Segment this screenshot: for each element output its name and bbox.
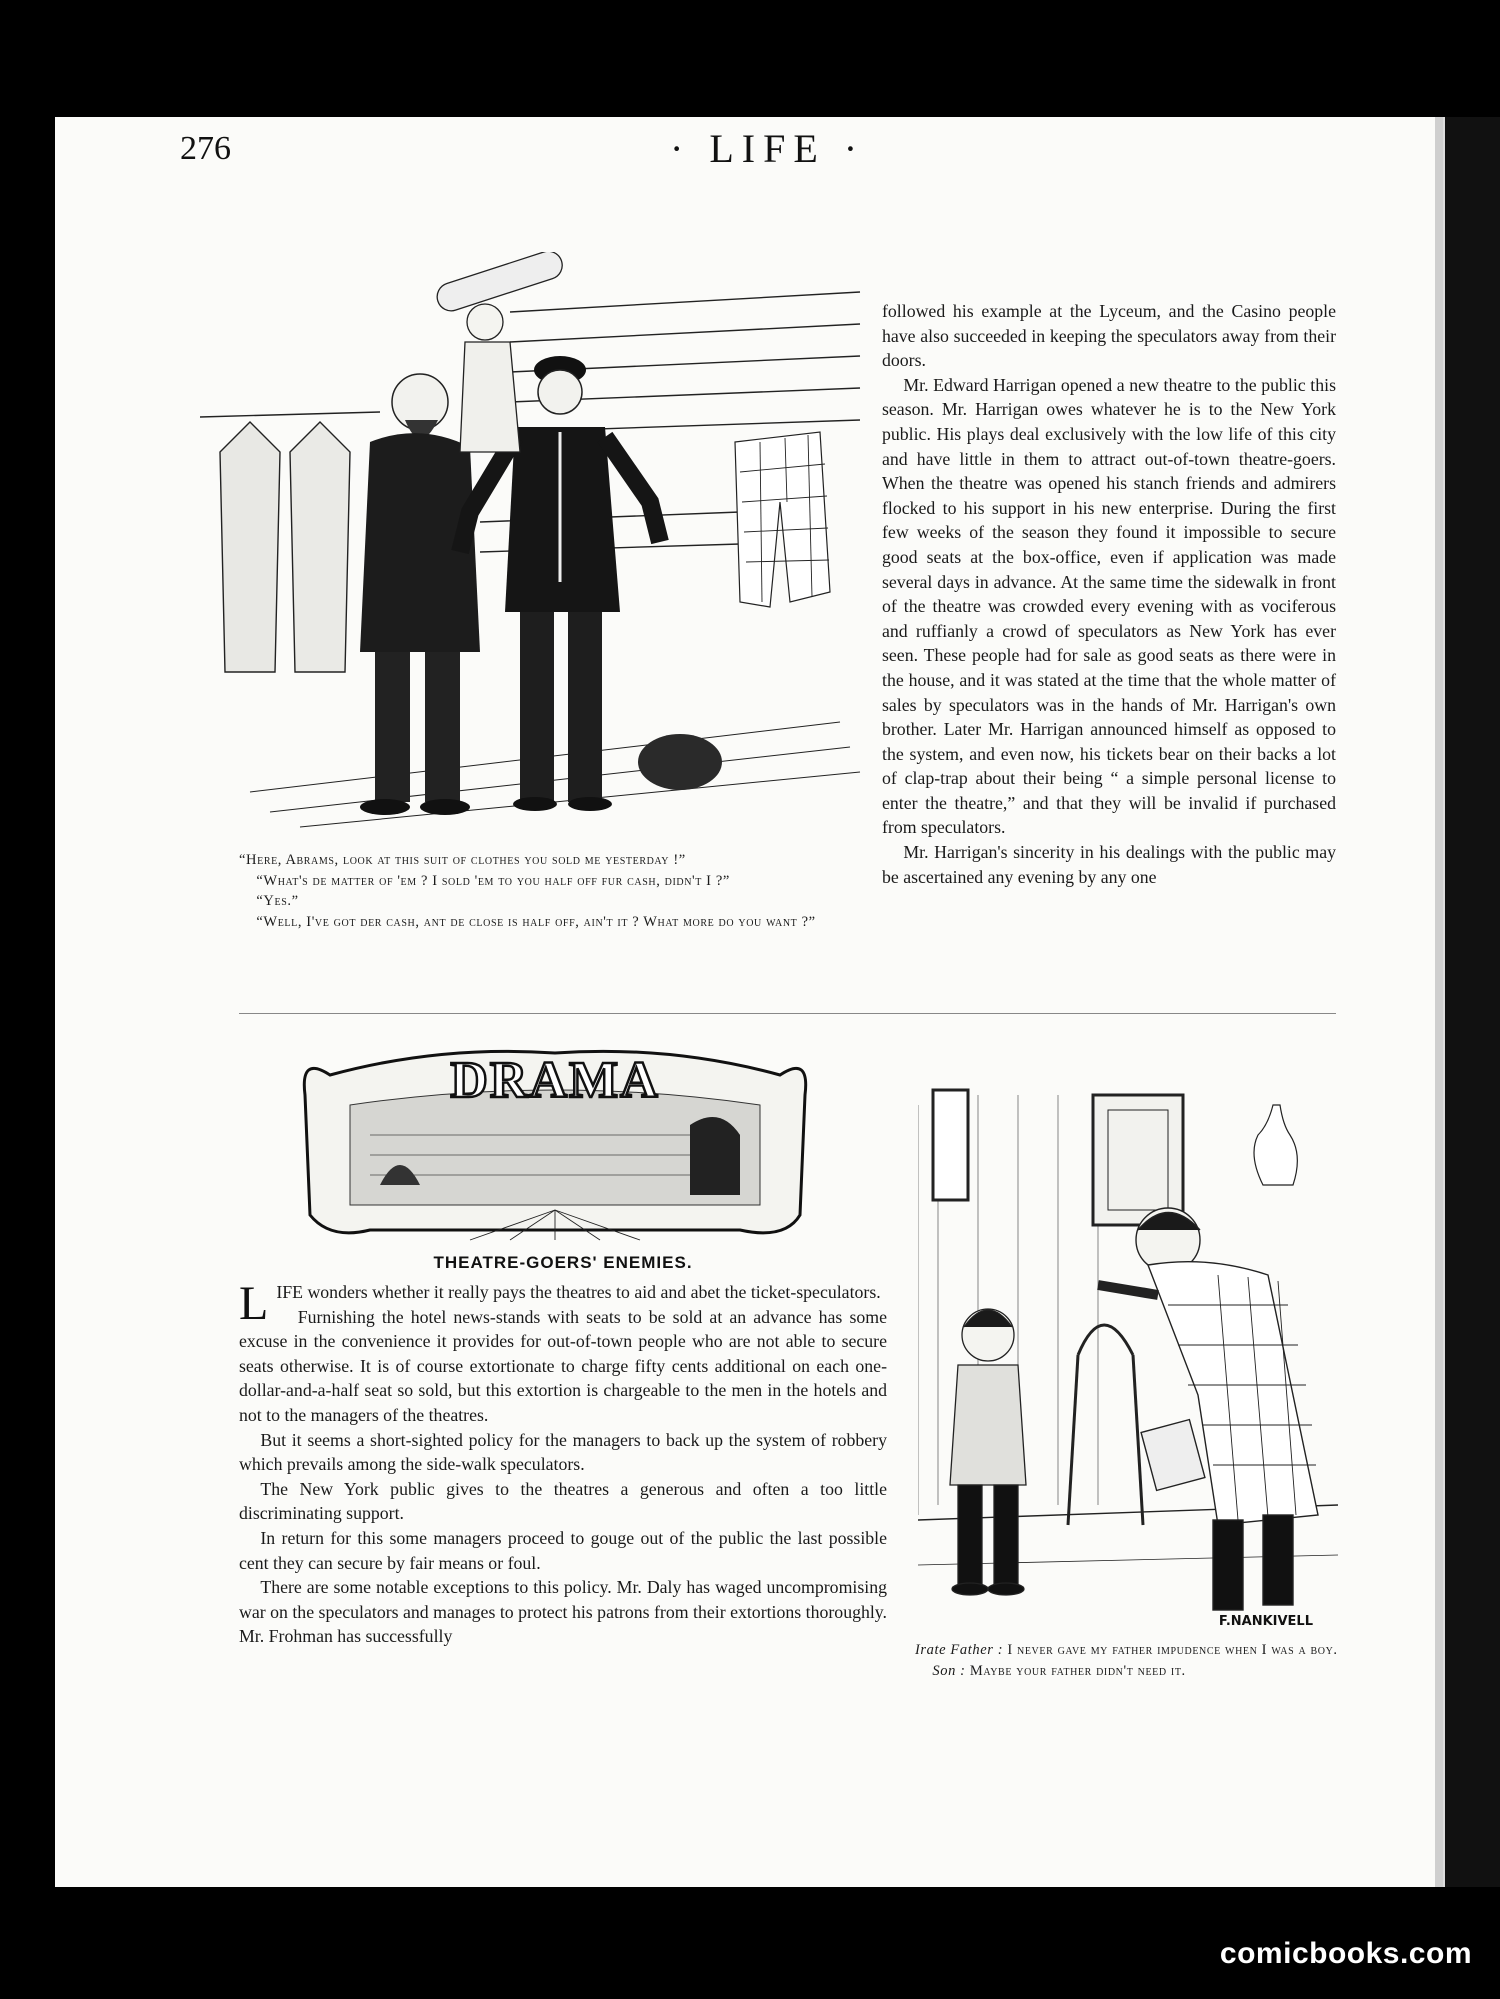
paragraph: There are some notable exceptions to this policy. Mr. Daly has waged uncompromising war on the speculators and manages to protect his patrons from their extortions thoroughly. Mr. Frohman has successfully xyxy=(239,1577,887,1647)
paragraph: Furnishing the hotel news-stands with seats to be sold at an advance has some excuse in the convenience it provides for out-of-town people who are not able to secure seats otherwise. It is of course extortionate to charge fifty cents additional on each one-dollar-and-a-half seat so sold, but this extortion is chargeable to the men in the hotels and not to the managers of the theatres. xyxy=(239,1306,887,1425)
paragraph: But it seems a short-sighted policy for the managers to back up the system of robbery which prevails among the side-walk speculators. xyxy=(239,1429,887,1475)
bentwood-chair xyxy=(1068,1325,1143,1525)
speaker-label: Irate Father : xyxy=(915,1642,1004,1658)
figure-father xyxy=(1098,1208,1318,1610)
cartoon-father-and-son xyxy=(918,1065,1338,1635)
cartoon-clothing-shop xyxy=(180,252,870,834)
cartoon1-caption xyxy=(239,850,887,932)
drama-banner-illustration xyxy=(290,1035,820,1245)
speaker-label: Son : xyxy=(932,1662,966,1679)
figure-boy xyxy=(950,1309,1026,1595)
caption-text: Maybe your father didn't need it. xyxy=(969,1662,1186,1679)
right-column-text xyxy=(882,299,1336,889)
artist-signature: F.NANKIVELL xyxy=(1218,1614,1313,1629)
newspaper xyxy=(1141,1420,1205,1491)
adjacent-page-sliver xyxy=(1443,117,1500,1887)
drama-banner-title: DRAMA xyxy=(450,1052,660,1109)
section-divider xyxy=(239,1013,1336,1014)
figure-clerk xyxy=(434,252,566,452)
page-edge xyxy=(1435,117,1443,1887)
picture-frame-center xyxy=(1093,1095,1183,1225)
caption-line: “Yes.” xyxy=(256,893,299,909)
floor-lines xyxy=(250,722,860,827)
cartoon2-caption xyxy=(915,1640,1345,1681)
first-paragraph-text: IFE wonders whether it really pays the theatres to aid and abet the ticket-speculators. xyxy=(276,1282,881,1302)
caption-text: I never gave my father impudence when I was a boy. xyxy=(1007,1642,1338,1658)
paragraph: followed his example at the Lyceum, and the Casino people have also succeeded in keeping the speculators away from their doors. xyxy=(882,301,1336,371)
masthead-title: · LIFE · xyxy=(670,126,866,171)
plaid-trousers xyxy=(735,432,830,607)
paragraph: Mr. Edward Harrigan opened a new theatre to the public this season. Mr. Harrigan owes whatever he is to the New York public. His plays deal exclusively with the low life of this city and have little in them to attract out-of-town theatre-goers. When the theatre was opened his stanch friends and admirers flocked to his support in his new enterprise. During the first few weeks of the season they found it impossible to secure good seats at the box-office, even if application was made several days in advance. At the same time the sidewalk in front of the theatre was crowded every evening with as vociferous and ruffianly a crowd of speculators as New York has ever seen. These people had for sale as good seats as there were in the house, and it was stated at the time that the whole matter of sales by speculators was in the hands of Mr. Harrigan's own brother. Later Mr. Harrigan announced himself as opposed to the system, and even now, his tickets bear on their backs a lot of clap-trap about their being “ a simple personal license to enter the theatre,” and that they will be invalid if purchased from speculators. xyxy=(882,374,1336,838)
site-watermark: comicbooks.com xyxy=(1219,1937,1472,1970)
caption-line: “What's de matter of 'em ? I sold 'em to you half off fur cash, didn't I ?” xyxy=(256,872,730,889)
drop-cap: L xyxy=(239,1277,269,1330)
bag xyxy=(638,734,722,790)
caption-line: “Here, Abrams, look at this suit of clothes you sold me yesterday !” xyxy=(239,852,686,868)
page-number: 276 xyxy=(180,130,231,167)
article-body xyxy=(239,1277,887,1649)
caption-line xyxy=(915,1640,1345,1661)
vase xyxy=(1254,1105,1297,1185)
paragraph: In return for this some managers proceed to gouge out of the public the last possible cent they can secure by fair means or foul. xyxy=(239,1527,887,1573)
caption-line xyxy=(915,1661,1345,1682)
paragraph: Mr. Harrigan's sincerity in his dealings with the public may be ascertained any evening by any one xyxy=(882,842,1336,887)
article-heading: THEATRE-GOERS' ENEMIES. xyxy=(433,1253,693,1272)
article-first-paragraph xyxy=(239,1277,887,1330)
paragraph: The New York public gives to the theatres a generous and often a too little discriminating support. xyxy=(239,1478,887,1524)
caption-line: “Well, I've got der cash, ant de close is half off, ain't it ? What more do you want ?” xyxy=(256,913,816,930)
picture-frame-left xyxy=(933,1090,968,1200)
